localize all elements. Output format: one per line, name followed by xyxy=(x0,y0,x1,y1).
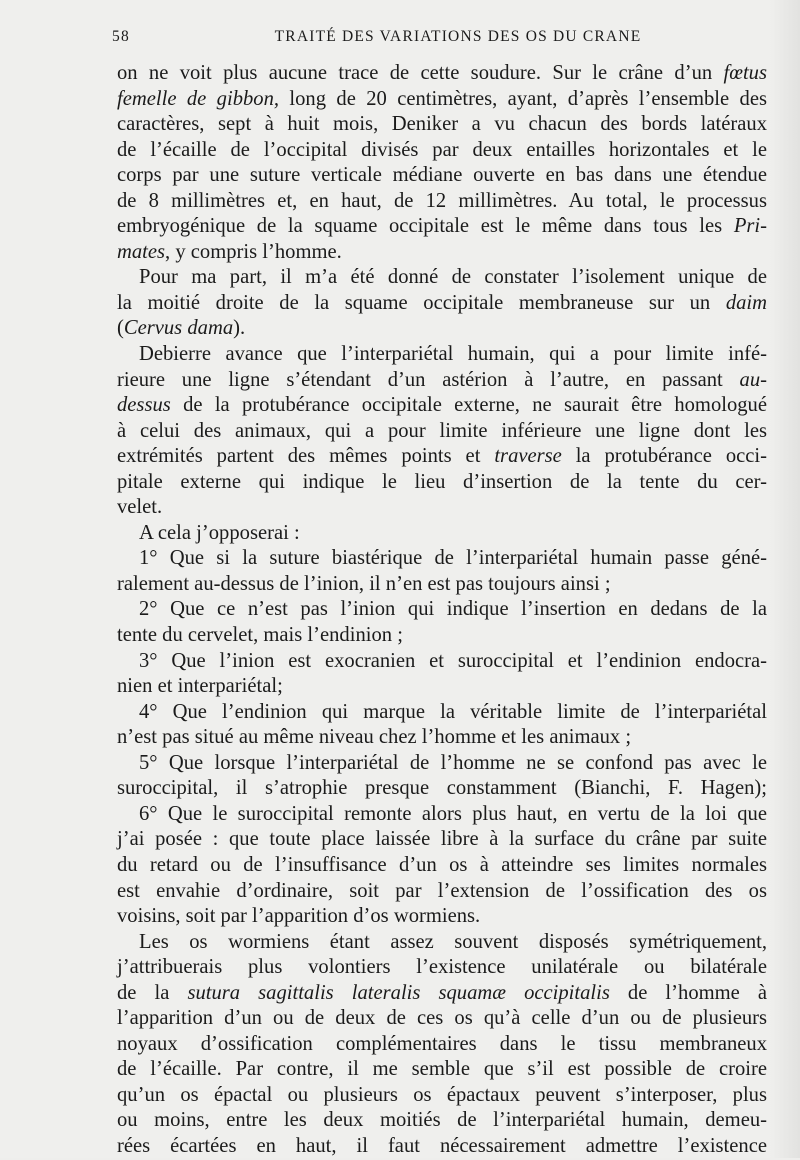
text-line: 6° Que le suroccipital remonte alors plus haut, en vertu de la loi que xyxy=(139,802,767,825)
text-line: n’est pas situé au même niveau chez l’homme et les animaux ; xyxy=(117,726,632,749)
text-line: de 8 millimètres et, en haut, de 12 millimètres. Au total, le processus xyxy=(117,189,767,212)
text-line: Pour ma part, il m’a été donné de constater l’isolement unique de xyxy=(139,266,767,289)
text-line: la moitié droite de la squame occipitale membraneuse sur un daim xyxy=(117,291,767,314)
body-text xyxy=(117,61,767,1160)
text-line: l’apparition d’un ou de deux de ces os qu’à celle d’un ou de plusieurs xyxy=(117,1007,767,1030)
text-line: ou moins, entre les deux moitiés de l’interpariétal humain, demeu- xyxy=(117,1109,767,1132)
text-line: suroccipital, il s’atrophie presque constamment (Bianchi, F. Hagen); xyxy=(117,777,767,800)
text-line: caractères, sept à huit mois, Deniker a vu chacun des bords latéraux xyxy=(117,113,767,136)
text-line: embryogénique de la squame occipitale est le même dans tous les Pri- xyxy=(117,215,767,238)
text-line: 2° Que ce n’est pas l’inion qui indique l’insertion en dedans de la xyxy=(139,598,767,621)
text-line: rieure une ligne s’étendant d’un astérion à l’autre, en passant au- xyxy=(117,368,767,391)
running-title: TRAITÉ DES VARIATIONS DES OS DU CRANE xyxy=(274,28,642,45)
text-line: nien et interpariétal; xyxy=(117,675,283,698)
text-line: dessus de la protubérance occipitale externe, ne saurait être homologué xyxy=(117,394,767,417)
text-line: à celui des animaux, qui a pour limite inférieure une ligne dont les xyxy=(117,419,767,442)
text-line: ralement au-dessus de l’inion, il n’en est pas toujours ainsi ; xyxy=(117,572,611,595)
text-line: de l’écaille de l’occipital divisés par deux entailles horizontales et le xyxy=(117,138,767,161)
text-line: on ne voit plus aucune trace de cette soudure. Sur le crâne d’un fœtus xyxy=(117,62,767,84)
text-line: de la sutura sagittalis lateralis squamæ occipitalis de l’homme à xyxy=(117,981,767,1004)
text-line: 4° Que l’endinion qui marque la véritable limite de l’interpariétal xyxy=(139,700,767,723)
text-line: 1° Que si la suture biastérique de l’interpariétal humain passe géné- xyxy=(139,547,767,570)
text-line: de l’écaille. Par contre, il me semble que s’il est possible de croire xyxy=(117,1058,767,1081)
text-line: Debierre avance que l’interpariétal humain, qui a pour limite infé- xyxy=(139,343,767,366)
text-line: 5° Que lorsque l’interpariétal de l’homme ne se confond pas avec le xyxy=(139,751,767,774)
text-line: A cela j’opposerai : xyxy=(139,521,300,544)
text-line: j’attribuerais plus volontiers l’existence unilatérale ou bilatérale xyxy=(117,956,767,979)
text-line: corps par une suture verticale médiane ouverte en bas dans une étendue xyxy=(117,164,767,187)
text-line: j’ai posée : que toute place laissée libre à la surface du crâne par suite xyxy=(117,828,767,851)
text-line: tente du cervelet, mais l’endinion ; xyxy=(117,624,403,647)
text-line: rées écartées en haut, il faut nécessairement admettre l’existence xyxy=(117,1134,767,1157)
page-number: 58 xyxy=(112,28,130,45)
text-line: 3° Que l’inion est exocranien et suroccipital et l’endinion endocra- xyxy=(139,649,767,672)
page-edge-shadow xyxy=(770,0,800,1158)
text-line: qu’un os épactal ou plusieurs os épactaux peuvent s’interposer, plus xyxy=(117,1083,767,1106)
text-line: velet. xyxy=(117,496,163,519)
text-line: du retard ou de l’insuffisance d’un os à atteindre ses limites normales xyxy=(117,853,767,876)
text-line: (Cervus dama). xyxy=(117,317,246,340)
text-line: pitale externe qui indique le lieu d’insertion de la tente du cer- xyxy=(117,470,767,493)
text-line: extrémités partent des mêmes points et traverse la protubérance occi- xyxy=(117,445,768,468)
running-head xyxy=(112,28,774,50)
text-line: femelle de gibbon, long de 20 centimètres, ayant, d’après l’ensemble des xyxy=(117,87,767,110)
text-line: mates, y compris l’homme. xyxy=(117,240,342,263)
text-line: Les os wormiens étant assez souvent disposés symétriquement, xyxy=(139,930,767,953)
text-line: voisins, soit par l’apparition d’os wormiens. xyxy=(117,905,481,928)
text-line: est envahie d’ordinaire, soit par l’extension de l’ossification des os xyxy=(117,879,767,902)
text-line: noyaux d’ossification complémentaires dans le tissu membraneux xyxy=(117,1032,767,1055)
